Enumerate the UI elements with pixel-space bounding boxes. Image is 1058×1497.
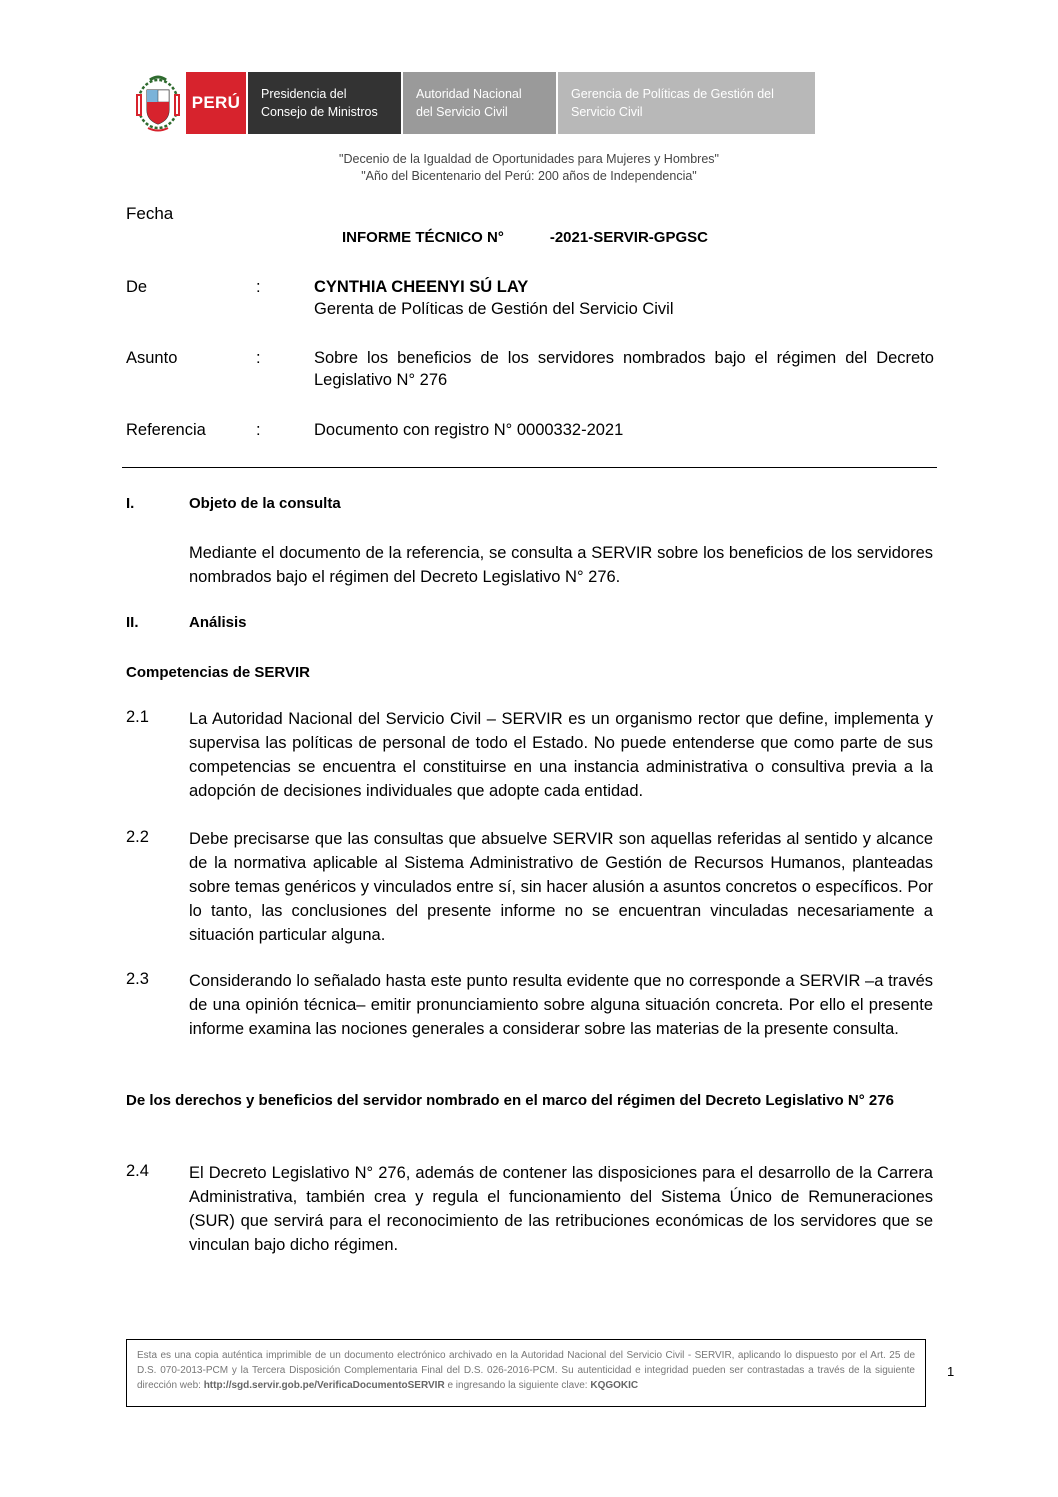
fecha-label: Fecha	[126, 204, 174, 223]
paragraph-number: 2.4	[126, 1162, 149, 1180]
divider	[122, 467, 937, 468]
meta-colon: :	[256, 421, 261, 439]
header-box-gerencia-line1: Gerencia de Políticas de Gestión del	[571, 87, 774, 101]
meta-colon: :	[256, 278, 261, 296]
meta-value-de	[314, 276, 934, 320]
paragraph-2-2: Debe precisarse que las consultas que absuelve SERVIR son aquellas referidas al sentido y alcance de la normativa aplicable al Sistema Administrativo de Gestión de Recursos Humanos, planteadas sobre temas genéricos y vinculados entre sí, sin hacer alusión a asuntos concretos o específicos. Por lo tanto, las conclusiones del presente informe no se encuentran vinculadas necesariamente a situación particular alguna.	[189, 830, 933, 944]
header-box-servir-line1: Autoridad Nacional	[416, 87, 522, 101]
header-box-gerencia	[558, 72, 815, 134]
meta-colon: :	[256, 349, 261, 367]
section-1-text: Mediante el documento de la referencia, se consulta a SERVIR sobre los beneficios de los servidores nombrados bajo el régimen del Decreto Legislativo N° 276.	[189, 544, 933, 586]
page-number: 1	[947, 1364, 955, 1379]
section-number: I.	[126, 495, 135, 512]
paragraph-2-4: El Decreto Legislativo N° 276, además de contener las disposiciones para el desarrollo de la Carrera Administrativa, también crea y regula el funcionamiento del Sistema Único de Remuneraciones (SUR) que servirá para el reconocimiento de las retribuciones económicas de los servidores que se vinculan bajo dicho régimen.	[189, 1164, 933, 1254]
subheading-competencias: Competencias de SERVIR	[126, 664, 310, 681]
meta-value-asunto: Sobre los beneficios de los servidores nombrados bajo el régimen del Decreto Legislativo N° 276	[314, 349, 934, 389]
paragraph-2-1: La Autoridad Nacional del Servicio Civil – SERVIR es un organismo rector que define, implementa y supervisa las políticas de personal de todo el Estado. No puede entenderse que como parte de sus competencias se encuentra el constituirse en una instancia administrativa o consultiva previa a la adopción de decisiones individuales que adopte cada entidad.	[189, 710, 933, 800]
subheading-derechos: De los derechos y beneficios del servidor nombrado en el marco del régimen del Decreto Legislativo N° 276	[126, 1092, 894, 1109]
header-box-pcm-line2: Consejo de Ministros	[261, 105, 378, 119]
peru-coat-of-arms-icon	[130, 72, 186, 134]
footer-text-middle: e ingresando la siguiente clave:	[444, 1380, 591, 1391]
authenticity-notice	[126, 1339, 926, 1407]
section-title: Análisis	[189, 614, 247, 631]
meta-label-referencia: Referencia	[126, 421, 206, 439]
section-number: II.	[126, 614, 139, 631]
author-name: CYNTHIA CHEENYI SÚ LAY	[314, 278, 529, 296]
section-title: Objeto de la consulta	[189, 495, 341, 512]
header-box-gerencia-line2: Servicio Civil	[571, 105, 643, 119]
letterhead	[130, 72, 815, 134]
paragraph-number: 2.3	[126, 970, 149, 988]
author-role: Gerenta de Políticas de Gestión del Servicio Civil	[314, 300, 674, 318]
header-box-pcm-line1: Presidencia del	[261, 87, 347, 101]
verification-url[interactable]: http://sgd.servir.gob.pe/VerificaDocumentoSERVIR	[203, 1380, 445, 1391]
title-prefix: INFORME TÉCNICO N°	[342, 229, 504, 246]
paragraph-number: 2.2	[126, 828, 149, 846]
meta-value-referencia: Documento con registro N° 0000332-2021	[314, 421, 624, 439]
paragraph-number: 2.1	[126, 708, 149, 726]
title-number: -2021-SERVIR-GPGSC	[549, 229, 708, 246]
meta-label-de: De	[126, 278, 148, 296]
meta-label-asunto: Asunto	[126, 349, 178, 367]
document-title	[342, 229, 708, 246]
motto-line-2: "Año del Bicentenario del Perú: 200 años de Independencia"	[361, 169, 697, 183]
paragraph-2-3: Considerando lo señalado hasta este punto resulta evidente que no corresponde a SERVIR –a través de una opinión técnica– emitir pronunciamiento sobre alguna situación concreta. Por ello el presente informe examina las nociones generales a considerar sobre las materias de la presente consulta.	[189, 972, 933, 1038]
header-box-servir-line2: del Servicio Civil	[416, 105, 508, 119]
header-box-servir	[403, 72, 556, 134]
motto-line-1: "Decenio de la Igualdad de Oportunidades para Mujeres y Hombres"	[339, 152, 719, 166]
verification-key: KQGOKIC	[590, 1380, 639, 1391]
header-box-pcm	[248, 72, 401, 134]
peru-logo: PERÚ	[186, 72, 246, 134]
footer-text: Esta es una copia auténtica imprimible de un documento electrónico archivado en la Autoridad Nacional del Servicio Civil - SERVIR, aplicando lo dispuesto por el Art. 25 de D.S. 070-2013-PCM y la Tercera Disposición Complementaria Final del D.S. 026-2016-PCM. Su autenticidad e integridad pueden ser contrastadas a través de la siguiente dirección web:	[137, 1350, 915, 1391]
